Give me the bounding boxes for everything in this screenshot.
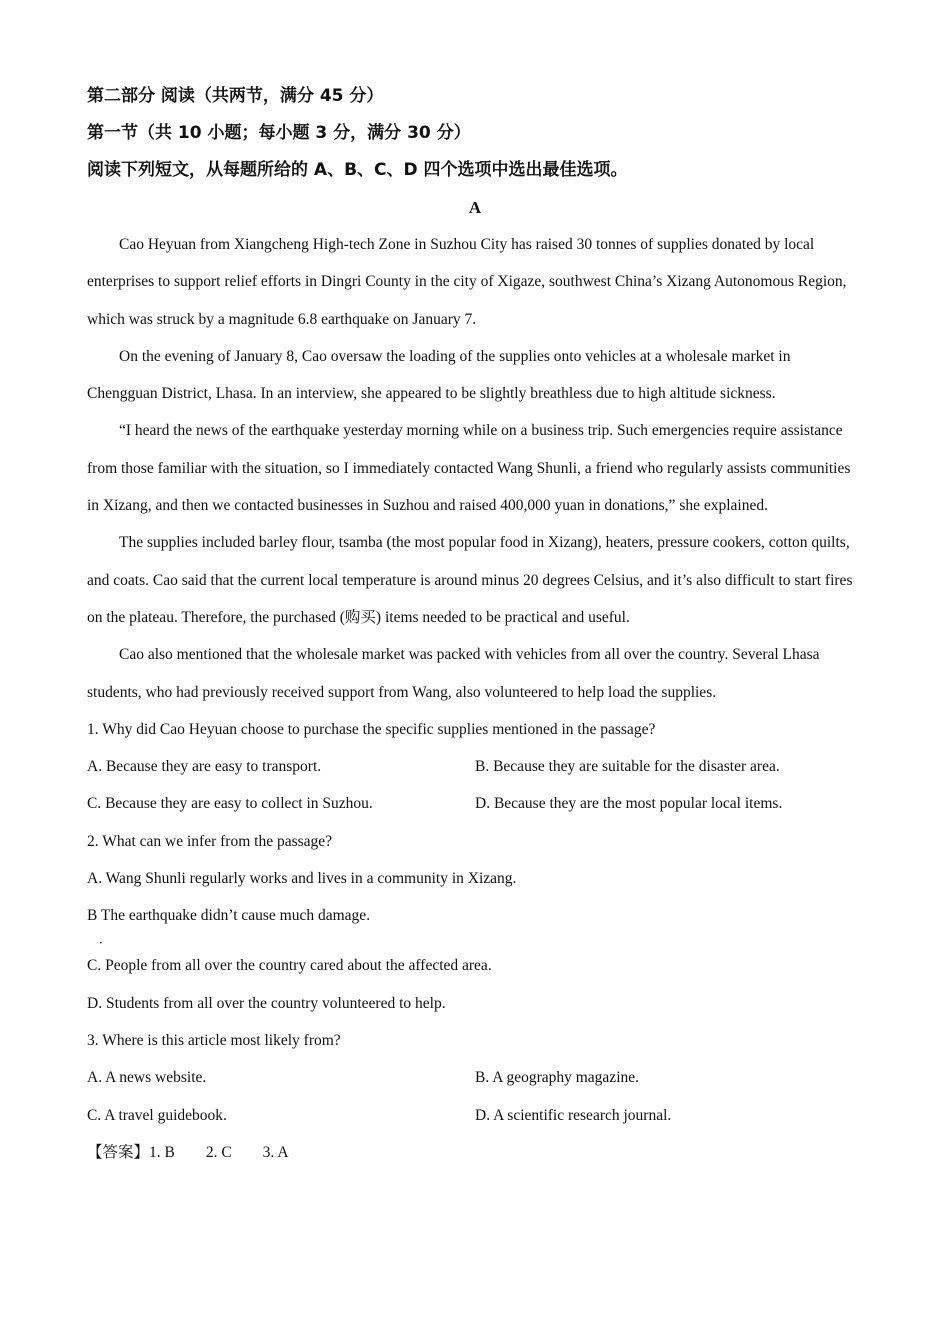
question-1-option-a: A. Because they are easy to transport. (87, 758, 322, 776)
question-2-option-b: B The earthquake didn’t cause much damage. (87, 907, 371, 925)
passage-paragraph-3: “I heard the news of the earthquake yesterday morning while on a business trip. Such emergencies require assistance from those familiar with the situation, so I immediately contacted Wang Shunli, a friend who regularly assists communities in Xizang, and then we contacted businesses in Suzhou and raised 400,000 yuan in donations,” she explained. (87, 422, 851, 515)
part-title: 第二部分 阅读（共两节，满分 45 分） (87, 86, 384, 106)
question-1-option-b: B. Because they are suitable for the disaster area. (475, 758, 780, 776)
question-3-options-row-2 (87, 1097, 863, 1134)
passage-paragraph-5: Cao also mentioned that the wholesale market was packed with vehicles from all over the country. Several Lhasa students, who had previously received support from Wang, also volunteered to help load the supplies. (87, 646, 820, 701)
passage-paragraph-4: The supplies included barley flour, tsamba (the most popular food in Xizang), heaters, pressure cookers, cotton quilts, and coats. Cao said that the current local temperature is around minus 20 degrees Celsius, and it’s also difficult to start fires on the plateau. Therefore, the purchased (购买) items needed to be practical and useful. (87, 534, 853, 626)
question-3-option-b: B. A geography magazine. (475, 1069, 639, 1087)
question-2-option-c: C. People from all over the country cared about the affected area. (87, 957, 492, 975)
passage-letter: A (468, 198, 482, 217)
question-1-option-d: D. Because they are the most popular local items. (475, 795, 783, 813)
question-2-stem: 2. What can we infer from the passage? (87, 832, 333, 850)
question-3-options-row-1 (87, 1059, 863, 1096)
question-1-options-row-1 (87, 748, 863, 785)
question-2-option-a: A. Wang Shunli regularly works and lives in a community in Xizang. (87, 870, 517, 888)
question-2-option-d: D. Students from all over the country volunteered to help. (87, 994, 446, 1012)
answer-key: 【答案】1. B 2. C 3. A (87, 1143, 289, 1161)
passage-paragraph-1: Cao Heyuan from Xiangcheng High-tech Zone in Suzhou City has raised 30 tonnes of supplies donated by local enterprises to support relief efforts in Dingri County in the city of Xigaze, southwest China’s Xizang Autonomous Region, which was struck by a magnitude 6.8 earthquake on January 7. (87, 236, 847, 328)
question-2-option-b-row (87, 897, 863, 947)
question-3-option-a: A. A news website. (87, 1069, 207, 1087)
exam-page (87, 78, 863, 1171)
question-2-option-b-dot: ． (99, 932, 112, 947)
question-1-stem: 1. Why did Cao Heyuan choose to purchase the specific supplies mentioned in the passage? (87, 720, 656, 738)
section-title: 第一节（共 10 小题；每小题 3 分，满分 30 分） (87, 123, 471, 143)
passage-paragraph-2: On the evening of January 8, Cao oversaw the loading of the supplies onto vehicles at a wholesale market in Chengguan District, Lhasa. In an interview, she appeared to be slightly breathless due to high altitude sickness. (87, 347, 791, 403)
question-1-options-row-2 (87, 785, 863, 822)
question-3-stem: 3. Where is this article most likely from? (87, 1031, 341, 1049)
question-1-option-c: C. Because they are easy to collect in Suzhou. (87, 795, 373, 813)
instruction: 阅读下列短文，从每题所给的 A、B、C、D 四个选项中选出最佳选项。 (87, 160, 628, 180)
question-3-option-c: C. A travel guidebook. (87, 1106, 227, 1124)
question-3-option-d: D. A scientific research journal. (475, 1106, 672, 1124)
